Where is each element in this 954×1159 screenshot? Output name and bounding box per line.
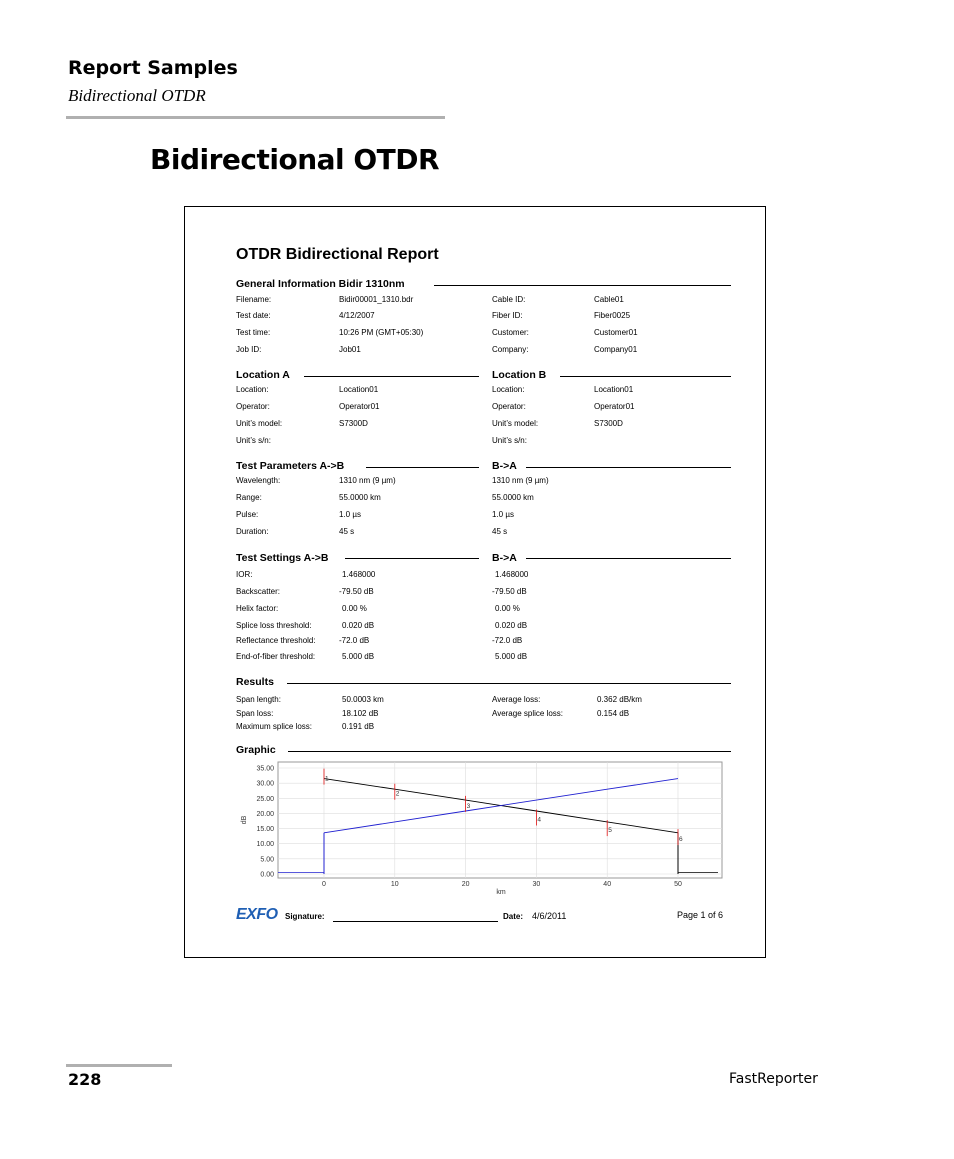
field-value-a: 1.0 µs (339, 510, 361, 519)
field-value-b: 5.000 dB (495, 652, 528, 661)
x-tick-label: 0 (322, 881, 326, 888)
plot-area (278, 762, 722, 878)
field-value: 0.362 dB/km (597, 695, 642, 704)
y-axis-label: dB (241, 815, 248, 825)
field-label: Splice loss threshold: (236, 621, 312, 630)
x-tick-label: 30 (532, 881, 541, 888)
test-settings-b-heading: B->A (492, 552, 517, 564)
field-value-a: 1.468000 (342, 570, 376, 579)
field-label: Span loss: (236, 709, 274, 718)
date-label: Date: (503, 912, 524, 921)
field-value-a: 55.0000 km (339, 493, 381, 502)
field-label: Unit’s s/n: (236, 436, 271, 445)
x-tick-label: 50 (674, 881, 682, 888)
field-value: 4/12/2007 (339, 311, 375, 320)
event-label: 2 (395, 790, 400, 798)
results-rule (287, 683, 731, 684)
product-name: FastReporter (729, 1071, 818, 1087)
field-label: Cable ID: (492, 295, 526, 304)
field-value: 18.102 dB (342, 709, 379, 718)
results-heading: Results (236, 676, 274, 688)
field-label: Range: (236, 493, 262, 502)
field-value-a: -72.0 dB (339, 636, 370, 645)
graphic-rule (288, 751, 731, 752)
graphic-heading: Graphic (236, 744, 276, 756)
field-label: IOR: (236, 570, 253, 579)
x-axis-label: km (496, 889, 506, 896)
test-settings-heading: Test Settings A->B (236, 552, 329, 564)
field-value-a: 45 s (339, 527, 355, 536)
field-label: Operator: (236, 402, 270, 411)
exfo-logo: EXFO (236, 906, 278, 923)
field-label: Unit’s model: (492, 419, 539, 428)
field-label: Helix factor: (236, 604, 279, 613)
field-label: Operator: (492, 402, 526, 411)
date-value: 4/6/2011 (532, 911, 567, 921)
field-label: Test time: (236, 328, 271, 337)
field-value-a: -79.50 dB (339, 587, 374, 596)
field-value: S7300D (339, 419, 368, 428)
field-value: S7300D (594, 419, 623, 428)
event-label: 1 (325, 775, 329, 783)
report-title: OTDR Bidirectional Report (236, 246, 439, 263)
field-value: 50.0003 km (342, 695, 384, 704)
test-settings-rule (345, 558, 479, 559)
field-label: Fiber ID: (492, 311, 523, 320)
field-value: Bidir00001_1310.bdr (339, 295, 414, 304)
y-tick-label: 35.00 (256, 765, 274, 773)
location-b-heading: Location B (492, 369, 547, 381)
x-tick-label: 40 (603, 881, 612, 888)
field-value: Customer01 (594, 328, 638, 337)
field-label: Test date: (236, 311, 271, 320)
x-tick-label: 10 (390, 881, 399, 888)
y-tick-label: 5.00 (260, 856, 274, 864)
field-value: Location01 (594, 385, 634, 394)
event-label: 4 (537, 816, 542, 824)
y-tick-label: 10.00 (256, 841, 274, 849)
field-value: Location01 (339, 385, 379, 394)
field-value-a: 0.00 % (342, 604, 367, 613)
event-label: 3 (466, 802, 471, 810)
field-label: Wavelength: (236, 476, 281, 485)
field-label: Maximum splice loss: (236, 722, 313, 731)
test-parameters-b-heading: B->A (492, 460, 517, 472)
field-value: Job01 (339, 345, 361, 354)
event-label: 5 (608, 827, 612, 835)
field-value: Operator01 (339, 402, 380, 411)
field-value-b: 1.0 µs (492, 510, 514, 519)
field-label: Location: (492, 385, 525, 394)
field-value: 0.191 dB (342, 722, 375, 731)
test-parameters-rule (366, 467, 479, 468)
location-a-heading: Location A (236, 369, 290, 381)
field-label: Location: (236, 385, 269, 394)
field-value-a: 5.000 dB (342, 652, 375, 661)
field-label: End-of-fiber threshold: (236, 652, 316, 661)
subsection-title: Bidirectional OTDR (68, 86, 206, 105)
field-label: Pulse: (236, 510, 259, 519)
field-value: Operator01 (594, 402, 635, 411)
test-parameters-b-rule (526, 467, 731, 468)
field-value-b: 45 s (492, 527, 508, 536)
y-tick-label: 25.00 (256, 795, 274, 803)
field-label: Span length: (236, 695, 281, 704)
y-tick-label: 15.00 (256, 826, 274, 834)
field-value-b: -79.50 dB (492, 587, 527, 596)
field-label: Average splice loss: (492, 709, 563, 718)
field-label: Average loss: (492, 695, 541, 704)
field-label: Filename: (236, 295, 272, 304)
location-b-rule (560, 376, 731, 377)
y-tick-label: 30.00 (256, 780, 274, 788)
field-value-a: 0.020 dB (342, 621, 375, 630)
field-value-b: 0.00 % (495, 604, 520, 613)
location-a-rule (304, 376, 479, 377)
otdr-trace-chart (230, 756, 730, 898)
field-value-b: 0.020 dB (495, 621, 528, 630)
field-value-b: 55.0000 km (492, 493, 534, 502)
footer-divider (66, 1064, 172, 1067)
page-title: Bidirectional OTDR (150, 143, 440, 176)
general-info-heading: General Information Bidir 1310nm (236, 278, 405, 290)
field-label: Duration: (236, 527, 269, 536)
field-value: Fiber0025 (594, 311, 631, 320)
field-value-b: -72.0 dB (492, 636, 523, 645)
test-parameters-heading: Test Parameters A->B (236, 460, 345, 472)
section-title: Report Samples (68, 57, 238, 79)
event-label: 6 (679, 836, 683, 844)
page-number: 228 (68, 1070, 102, 1089)
field-label: Unit’s model: (236, 419, 283, 428)
field-label: Reflectance threshold: (236, 636, 316, 645)
header-divider (66, 116, 445, 119)
signature-label: Signature: (285, 912, 325, 921)
general-info-rule (434, 285, 731, 286)
field-label: Job ID: (236, 345, 262, 354)
field-value: Company01 (594, 345, 638, 354)
y-tick-label: 20.00 (256, 810, 274, 818)
y-tick-label: 0.00 (260, 871, 274, 879)
field-value-b: 1310 nm (9 µm) (492, 476, 549, 485)
x-tick-label: 20 (461, 881, 470, 888)
page-counter: Page 1 of 6 (677, 910, 724, 920)
test-settings-b-rule (526, 558, 731, 559)
field-label: Customer: (492, 328, 529, 337)
field-value-b: 1.468000 (495, 570, 529, 579)
field-label: Unit’s s/n: (492, 436, 527, 445)
field-value: 10:26 PM (GMT+05:30) (339, 328, 424, 337)
field-label: Backscatter: (236, 587, 281, 596)
field-value-a: 1310 nm (9 µm) (339, 476, 396, 485)
signature-line (333, 921, 498, 922)
field-label: Company: (492, 345, 529, 354)
field-value: Cable01 (594, 295, 624, 304)
field-value: 0.154 dB (597, 709, 630, 718)
